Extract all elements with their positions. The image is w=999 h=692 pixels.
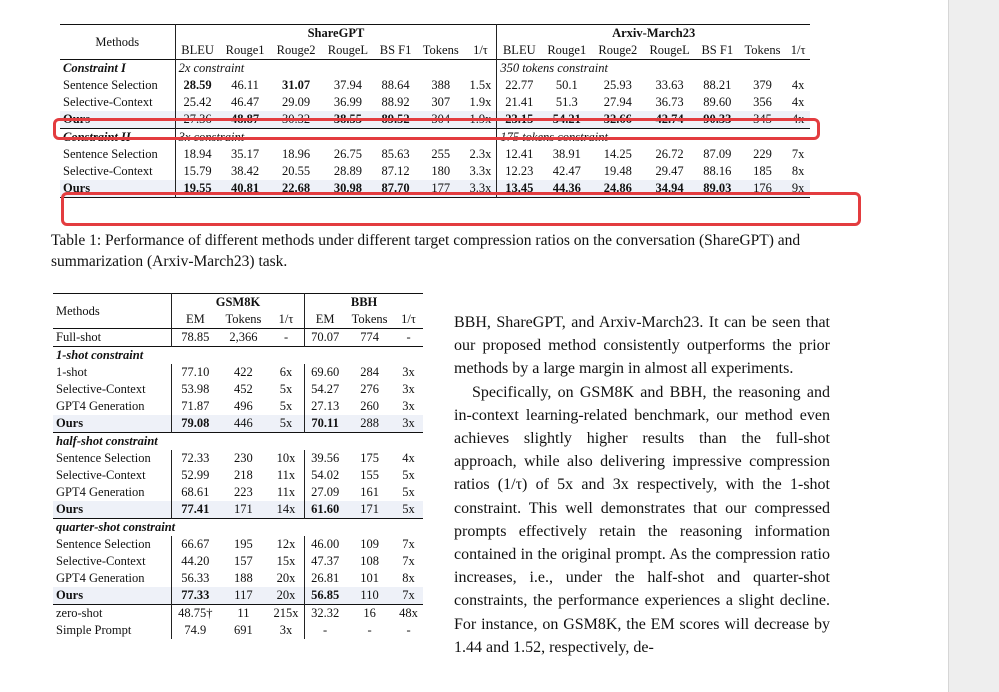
table-2-value-cell: 56.85 [305,587,345,605]
table-1-value-cell: 34.94 [643,180,696,198]
table-row [53,484,423,501]
table-1-col-arxiv-0: BLEU [502,43,536,57]
table-1-col-sharegpt-4: BS F1 [379,43,412,57]
table-2-col-bbh-2: 1/τ [401,312,416,326]
table-2-col-gsm-1: Tokens [225,312,262,326]
table-2-method-cell: zero-shot [53,605,171,623]
table-2-section-title: 1-shot constraint [56,348,144,362]
table-2-value-cell: 2,366 [229,330,258,344]
table-2-method-cell: Ours [53,587,171,605]
table-2-value-cell: 7x [402,537,415,551]
table-1-value-cell: 85.63 [381,147,410,161]
table-1-value-cell: 9x [786,180,810,198]
table-2-section-row [53,347,423,365]
table-1-col-sharegpt-2: Rouge2 [276,43,316,57]
table-row [53,450,423,467]
table-1-col-sharegpt-3: RougeL [327,43,369,57]
table-1-value-cell: 14.25 [603,147,632,161]
table-2-value-cell: 70.07 [311,330,340,344]
table-2-bbh-header: BBH [350,295,378,309]
table-2-grid [53,293,423,639]
table-2-value-cell: 16 [363,606,376,620]
table-2-value-cell: 101 [360,571,379,585]
highlight-box-constraint-1-ours [53,118,820,140]
table-2-value-cell: 230 [234,451,253,465]
table-2-value-cell: 155 [360,468,379,482]
table-1-value-cell: 28.89 [333,164,362,178]
paragraph-1: BBH, ShareGPT, and Arxiv-March23. It can be seen that our proposed method consistently outperforms the prior methods by a large margin in almost all experiments. [454,314,830,378]
table-2-value-cell: 276 [360,382,379,396]
table-row [53,553,423,570]
table-1-value-cell: 18.96 [282,147,311,161]
table-2-value-cell: 7x [402,554,415,568]
table-1-value-cell: 2.3x [465,146,497,163]
table-1-value-cell: 19.55 [175,180,219,198]
table-1-value-cell: 4x [786,111,810,129]
table-1-value-cell: 30.32 [271,111,322,129]
table-1-value-cell: 4x [791,78,805,92]
table-2-value-cell: 72.33 [181,451,210,465]
table-row [60,163,810,180]
table-2-value-cell: 11x [268,467,305,484]
table-2-value-cell: 12x [268,536,305,553]
table-1-col-arxiv-2: Rouge2 [598,43,638,57]
table-1-col-sharegpt-6: 1/τ [465,42,497,60]
table-1-value-cell: 20.55 [282,164,311,178]
table-2-value-cell: 3x [402,365,415,379]
table-2-method-cell: GPT4 Generation [53,484,171,501]
table-2-value-cell: 47.37 [311,554,340,568]
table-2-value-cell: 26.81 [311,571,340,585]
table-1-value-cell: 88.21 [703,78,732,92]
page-gutter [948,0,999,692]
table-1-value-cell: 379 [753,78,772,92]
table-1-value-cell: 31.07 [282,78,311,92]
table-1-value-cell: 40.81 [220,180,271,198]
table-1-value-cell: 36.99 [333,95,362,109]
table-2-method-cell: Simple Prompt [53,622,171,639]
table-1-value-cell: 50.1 [555,78,578,92]
table-1-value-cell: 89.03 [696,180,739,198]
table-2-value-cell: 157 [234,554,253,568]
table-1-value-cell: 12.41 [505,147,534,161]
table-2-value-cell: 69.60 [311,365,340,379]
table-1-caption: Table 1: Performance of different methods under different target compression ratios on the conversation (ShareGPT) and summarization (Arxiv-March23) task. [51,232,801,270]
table-1-value-cell: 23.15 [497,111,541,129]
table-2-value-cell: 6x [268,364,305,381]
table-2-value-cell: 5x [402,485,415,499]
table-2-value-cell: 68.61 [181,485,210,499]
highlight-box-constraint-2-ours [61,192,861,226]
table-1-value-cell: 90.33 [696,111,739,129]
table-2-gsm8k-header: GSM8K [171,294,304,312]
table-2-value-cell: 3x [394,415,423,433]
table-1-value-cell: 32.66 [592,111,643,129]
table-2-method-cell: Ours [53,415,171,433]
table-2-value-cell: 691 [234,623,253,637]
table-1-value-cell: 8x [791,164,805,178]
table-2-value-cell: 3x [402,399,415,413]
table-2-method-cell: GPT4 Generation [53,398,171,415]
table-2-value-cell: 48.75† [178,606,213,620]
table-1-section-title: Constraint II [60,129,175,147]
table-1-value-cell: 21.41 [505,95,534,109]
table-2-value-cell: 496 [234,399,253,413]
table-1-value-cell: 356 [753,95,772,109]
table-1-value-cell: 12.23 [505,164,534,178]
table-1-value-cell: 38.91 [552,147,581,161]
table-2 [53,293,423,639]
table-1-sharegpt-header: ShareGPT [175,25,497,43]
table-1-value-cell: 388 [431,78,451,92]
table-1-value-cell: 177 [417,180,465,198]
table-2-value-cell: - [406,330,411,344]
table-2-value-cell: 56.33 [181,571,210,585]
table-1-value-cell: 24.86 [592,180,643,198]
table-1-value-cell: 22.77 [505,78,534,92]
table-row [60,94,810,111]
table-2-value-cell: 77.41 [171,501,219,519]
table-2-value-cell: 44.20 [181,554,210,568]
table-1-value-cell: 37.94 [333,78,362,92]
table-2-value-cell: 71.87 [181,399,210,413]
table-2-value-cell: - [406,623,411,637]
table-2-value-cell: 32.32 [311,606,340,620]
table-2-value-cell: 74.9 [184,623,207,637]
table-1-col-arxiv-3: RougeL [649,43,690,57]
table-row [53,415,423,433]
table-2-value-cell: 7x [394,587,423,605]
table-1-col-sharegpt-5: Tokens [422,43,459,57]
table-2-value-cell: 195 [234,537,253,551]
table-2-value-cell: 46.00 [311,537,340,551]
paragraph-2: Specifically, on GSM8K and BBH, the reasoning and in-context learning-related benchmark, our method even achieves slightly higher results than the full-shot approach, while also delivering impressive compression ratios (1/τ) of 5x and 3x respectively, with the 1-shot constraint. This well demonstrates that our compressed prompts effectively retain the reasoning information contained in the original prompt. As the compression ratio increases, i.e., under the half-shot and quarter-shot constraints, the performance experiences a slight decline. For instance, on GSM8K, the EM scores will decrease by 1.44 and 1.52, respectively, de- [454,383,830,656]
table-row [53,364,423,381]
table-1-method-cell: Sentence Selection [60,77,175,94]
table-1-value-cell: 19.48 [603,164,632,178]
table-1-value-cell: 44.36 [541,180,592,198]
table-1-value-cell: 3.3x [465,163,497,180]
table-2-value-cell: 11 [237,606,250,620]
table-2-section-title: quarter-shot constraint [56,520,176,534]
table-row [53,501,423,519]
table-1-value-cell: 89.60 [703,95,732,109]
table-1-method-cell: Selective-Context [60,94,175,111]
table-1-value-cell: 25.42 [183,95,212,109]
table-1-value-cell: 38.42 [230,164,260,178]
table-2-value-cell: 5x [402,468,415,482]
table-2-value-cell: 14x [268,501,305,519]
body-text [454,311,830,659]
table-2-value-cell: 452 [234,382,253,396]
table-1-section-title: Constraint I [60,60,175,78]
table-2-value-cell: 175 [360,451,379,465]
table-2-value-cell: 11x [268,484,305,501]
table-1-value-cell: 89.52 [374,111,417,129]
table-1-value-cell: 87.70 [374,180,417,198]
table-1-value-cell: 22.68 [271,180,322,198]
table-2-value-cell: 66.67 [181,537,210,551]
table-1-value-cell: 4x [791,95,805,109]
table-2-section-title: half-shot constraint [56,434,158,448]
table-row [53,570,423,587]
table-2-value-cell: 109 [360,537,379,551]
table-2-value-cell: 422 [234,365,253,379]
table-1-value-cell: 42.74 [643,111,696,129]
table-2-value-cell: 77.33 [171,587,219,605]
table-1-col-sharegpt-0: BLEU [181,43,214,57]
table-1-col-arxiv-1: Rouge1 [547,43,587,57]
table-2-section-row [53,519,423,537]
table-2-value-cell: 288 [345,415,394,433]
table-row [53,398,423,415]
table-2-value-cell: 117 [219,587,268,605]
table-1-value-cell: 29.47 [655,164,684,178]
table-1-value-cell: 30.98 [322,180,375,198]
table-2-value-cell: 4x [402,451,415,465]
table-row [53,329,423,347]
table-2-value-cell: 284 [360,365,379,379]
table-1-value-cell: 26.72 [655,147,684,161]
table-2-value-cell: 79.08 [171,415,219,433]
table-1-value-cell: 33.63 [655,78,684,92]
table-2-value-cell: 446 [219,415,268,433]
table-2-value-cell: 77.10 [181,365,210,379]
table-2-value-cell: 215x [268,605,305,623]
table-1-value-cell: 27.36 [175,111,219,129]
table-1-left-note: 3x constraint [175,129,497,147]
table-1-value-cell: 54.21 [541,111,592,129]
table-1-value-cell: 304 [417,111,465,129]
table-row [60,77,810,94]
table-2-method-cell: Sentence Selection [53,450,171,467]
table-2-value-cell: 260 [360,399,379,413]
table-2-value-cell: 15x [268,553,305,570]
table-1-value-cell: 42.47 [552,164,581,178]
table-2-col-bbh-1: Tokens [351,312,388,326]
table-2-value-cell: - [367,623,372,637]
table-2-value-cell: 3x [268,622,305,639]
table-1-value-cell: 180 [431,164,451,178]
table-1-value-cell: 13.45 [497,180,541,198]
table-1-grid [60,24,810,198]
table-1-value-cell: 1.9x [465,94,497,111]
table-1-value-cell: 88.16 [703,164,732,178]
table-1-value-cell: 345 [739,111,787,129]
table-1-method-cell: Selective-Context [60,163,175,180]
table-2-col-bbh-0: EM [315,312,335,326]
table-2-value-cell: 171 [345,501,394,519]
table-2-method-cell: Selective-Context [53,467,171,484]
table-1-section-row [60,60,810,78]
table-2-method-cell: Selective-Context [53,381,171,398]
table-1-value-cell: 51.3 [555,95,578,109]
table-2-value-cell: 774 [360,330,379,344]
table-1-value-cell: 26.75 [333,147,362,161]
table-2-value-cell: 39.56 [311,451,340,465]
table-row [53,381,423,398]
table-2-method-cell: GPT4 Generation [53,570,171,587]
table-row [60,146,810,163]
table-row [53,467,423,484]
table-1 [60,24,810,198]
table-2-value-cell: 78.85 [181,330,210,344]
table-2-value-cell: - [323,623,328,637]
table-row [53,605,423,623]
table-row [53,587,423,605]
table-2-method-cell: Full-shot [53,329,171,347]
table-2-value-cell: 188 [234,571,253,585]
table-1-value-cell: 38.55 [322,111,375,129]
table-2-value-cell: 5x [268,415,305,433]
table-1-value-cell: 88.92 [381,95,410,109]
table-2-value-cell: 54.02 [311,468,340,482]
table-2-value-cell: 61.60 [305,501,345,519]
table-1-right-note: 175 tokens constraint [500,130,608,144]
table-2-value-cell: 5x [394,501,423,519]
table-1-value-cell: 88.64 [381,78,410,92]
table-2-value-cell: 5x [268,381,305,398]
table-1-right-note: 350 tokens constraint [500,61,608,75]
table-1-method-cell: Ours [60,111,175,129]
table-1-value-cell: 185 [753,164,772,178]
table-1-col-arxiv-5: Tokens [744,43,781,57]
table-2-value-cell: 3x [402,382,415,396]
table-1-col-arxiv-4: BS F1 [701,43,734,57]
table-1-value-cell: 1.5x [465,77,497,94]
table-2-value-cell: 20x [268,587,305,605]
table-2-col-gsm-2: 1/τ [268,311,305,329]
table-row [53,622,423,639]
table-1-method-cell: Ours [60,180,175,198]
table-1-value-cell: 36.73 [655,95,684,109]
table-2-method-cell: Selective-Context [53,553,171,570]
table-2-value-cell: 27.09 [311,485,340,499]
table-2-method-cell: Sentence Selection [53,536,171,553]
table-row [53,536,423,553]
table-2-method-cell: Ours [53,501,171,519]
table-1-col-arxiv-6: 1/τ [790,43,806,57]
table-2-value-cell: - [268,329,305,347]
table-1-value-cell: 87.12 [381,164,410,178]
table-2-section-row [53,433,423,451]
table-1-value-cell: 307 [431,95,451,109]
table-1-value-cell: 46.11 [231,78,259,92]
table-1-value-cell: 35.17 [230,147,260,161]
table-1-value-cell: 28.59 [183,78,212,92]
table-2-value-cell: 161 [360,485,379,499]
table-2-value-cell: 52.99 [181,468,210,482]
table-1-value-cell: 229 [753,147,772,161]
table-1-value-cell: 48.87 [220,111,271,129]
table-2-method-cell: 1-shot [53,364,171,381]
table-1-value-cell: 3.3x [465,180,497,198]
table-1-value-cell: 176 [739,180,787,198]
table-1-col-sharegpt-1: Rouge1 [225,43,265,57]
table-2-value-cell: 8x [402,571,415,585]
table-2-value-cell: 10x [268,450,305,467]
table-1-value-cell: 87.09 [703,147,732,161]
table-1-value-cell: 18.94 [183,147,212,161]
table-2-value-cell: 110 [345,587,394,605]
table-2-value-cell: 70.11 [305,415,345,433]
table-1-value-cell: 27.94 [603,95,632,109]
table-1-value-cell: 46.47 [230,95,260,109]
table-1-value-cell: 255 [431,147,451,161]
table-1-methods-header: Methods [60,25,175,60]
table-1-left-note: 2x constraint [175,60,497,78]
table-1-value-cell: 29.09 [282,95,311,109]
table-2-methods-header: Methods [53,294,171,329]
table-2-value-cell: 5x [268,398,305,415]
table-2-value-cell: 53.98 [181,382,210,396]
table-2-value-cell: 27.13 [311,399,340,413]
table-2-value-cell: 48x [399,606,418,620]
table-1-value-cell: 15.79 [183,164,212,178]
table-2-value-cell: 171 [219,501,268,519]
table-1-value-cell: 25.93 [603,78,632,92]
table-2-value-cell: 54.27 [311,382,340,396]
table-2-col-gsm-0: EM [185,312,205,326]
table-1-value-cell: 7x [791,147,805,161]
table-2-value-cell: 108 [360,554,379,568]
table-2-value-cell: 218 [234,468,253,482]
table-2-value-cell: 223 [234,485,253,499]
table-2-value-cell: 20x [268,570,305,587]
table-1-method-cell: Sentence Selection [60,146,175,163]
table-1-arxiv-header: Arxiv-March23 [612,26,696,40]
table-1-value-cell: 1.9x [465,111,497,129]
